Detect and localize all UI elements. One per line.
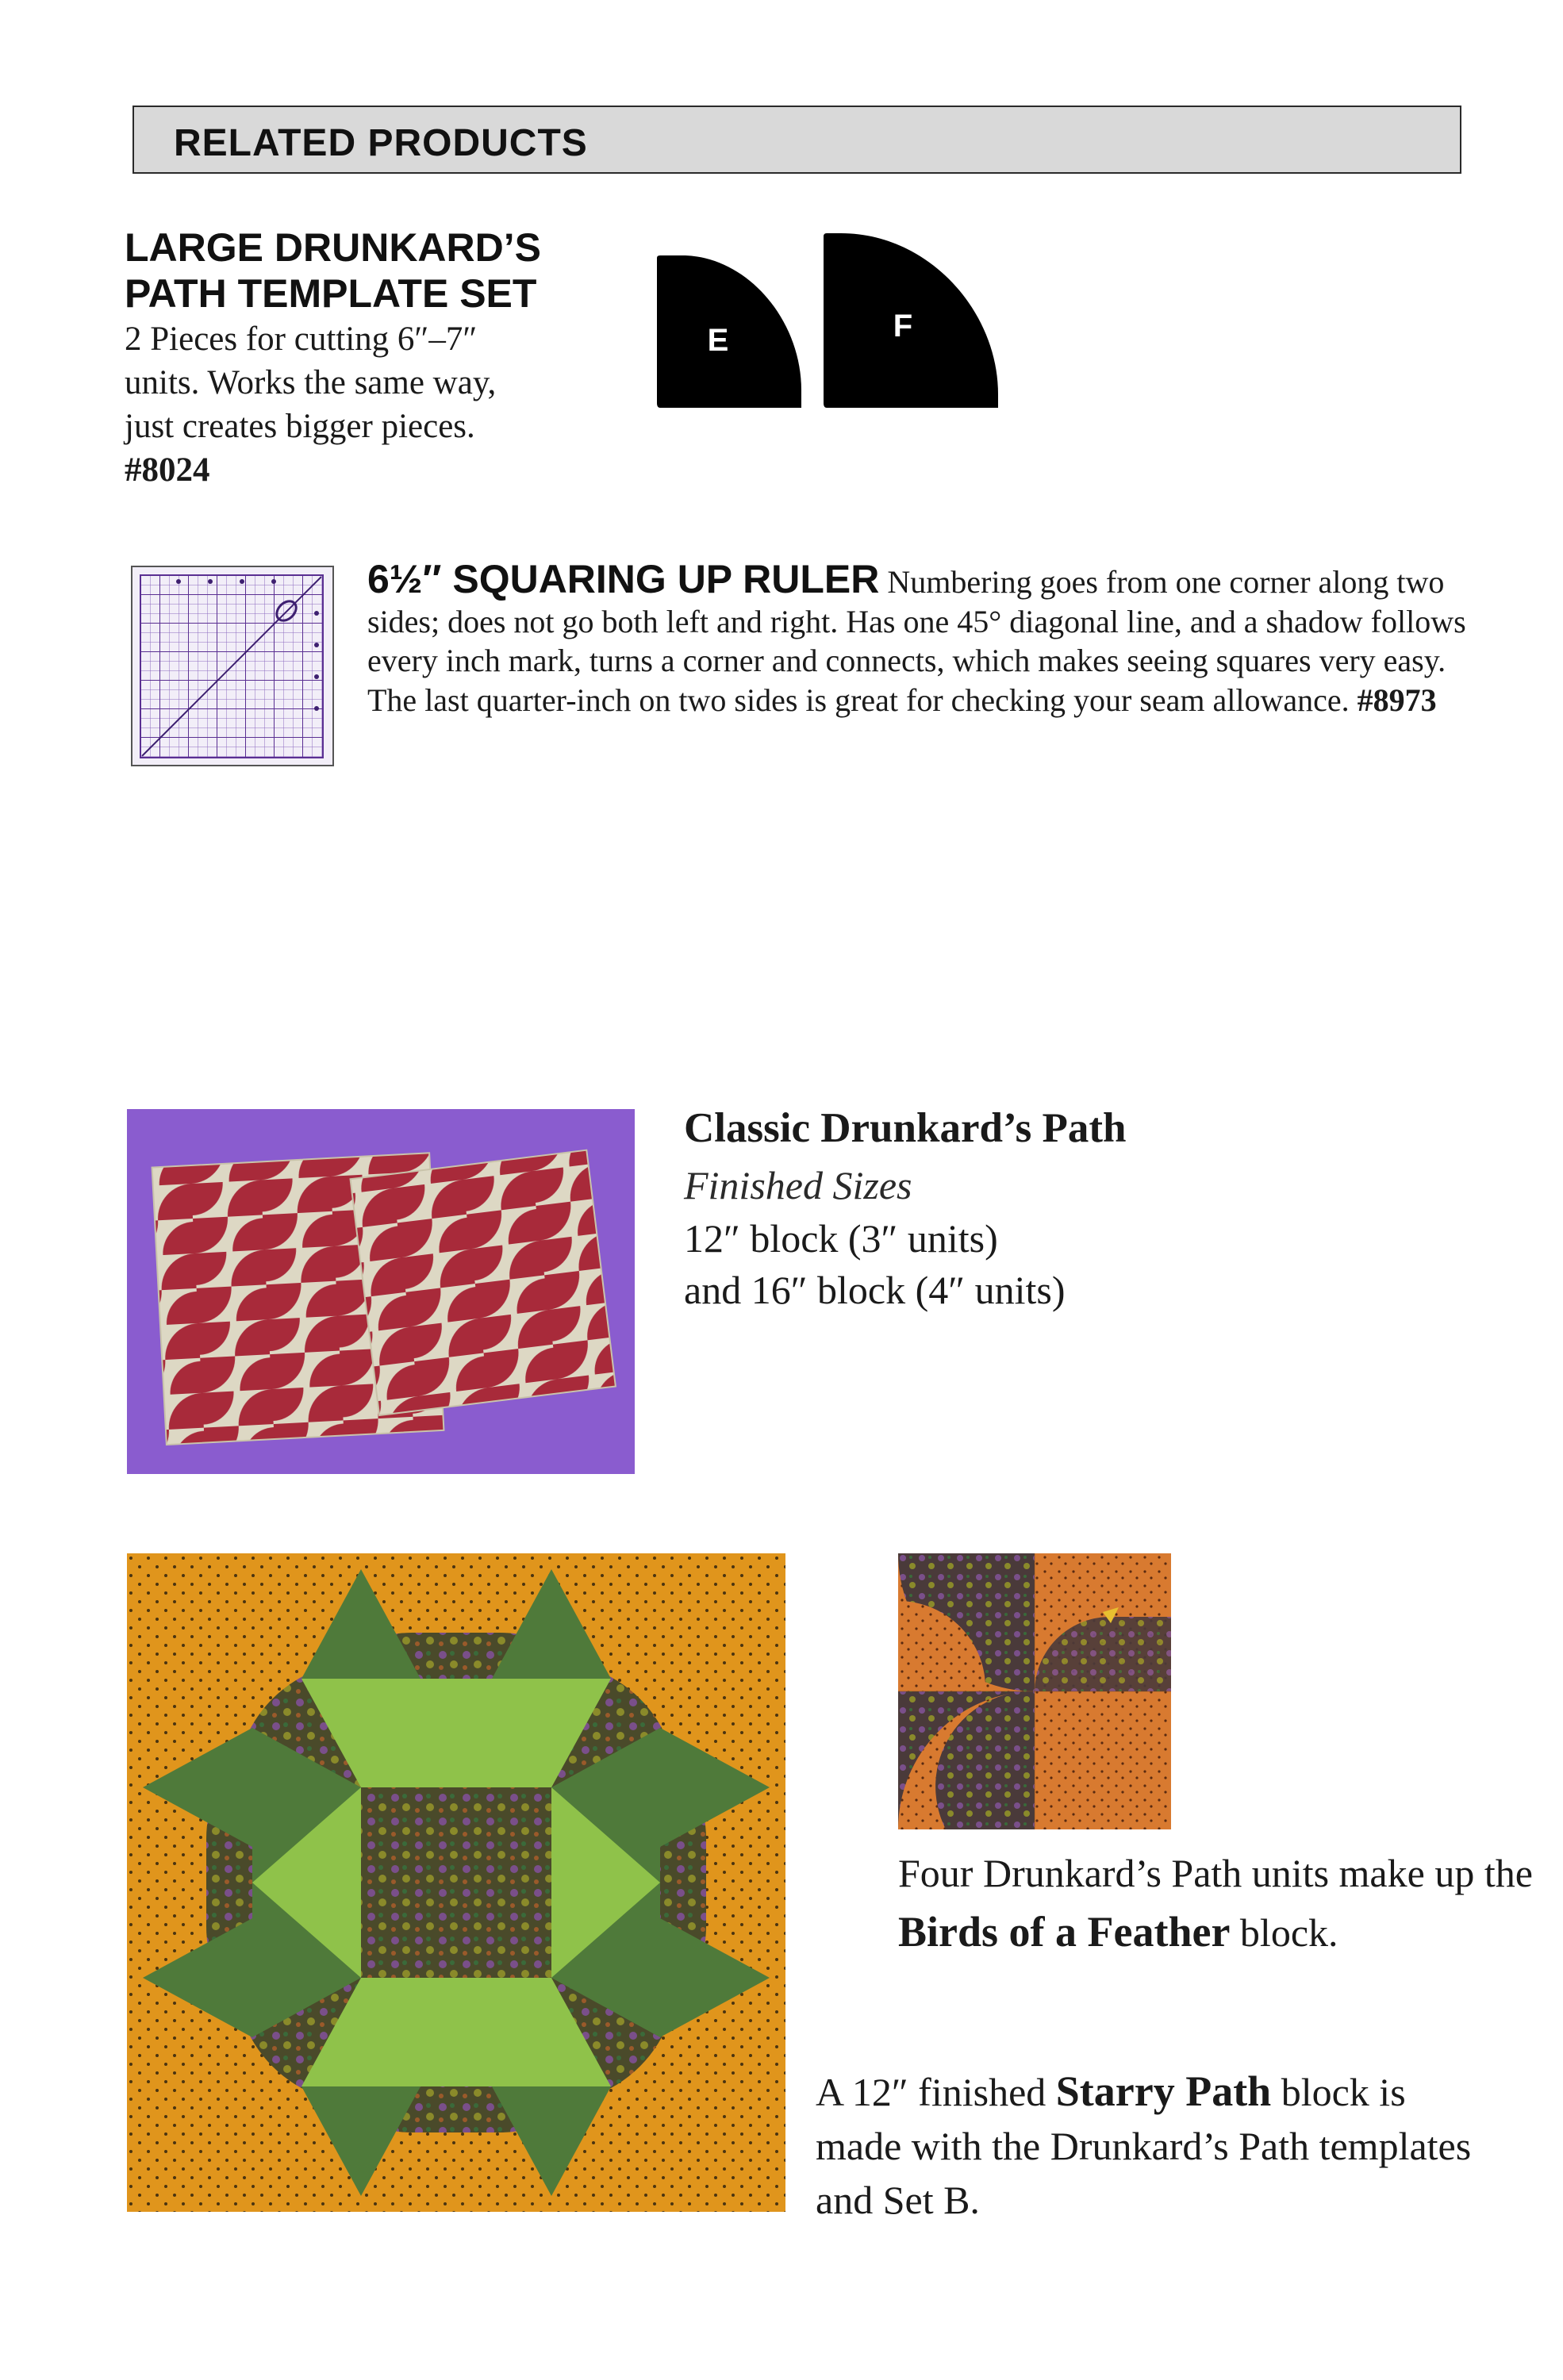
birds-of-a-feather-caption: Four Drunkard’s Path units make up the Birds of a Feather block. bbox=[898, 1851, 1533, 1956]
product-sku: #8973 bbox=[1357, 681, 1437, 718]
birds-of-a-feather-photo bbox=[898, 1553, 1171, 1829]
template-f-shape bbox=[824, 233, 998, 408]
template-e-label: E bbox=[707, 323, 729, 358]
product-sku: #8024 bbox=[125, 451, 210, 489]
classic-drunkards-path-title: Classic Drunkard’s Path bbox=[684, 1105, 1127, 1151]
squaring-ruler-image bbox=[131, 566, 334, 766]
starry-path-name: Starry Path bbox=[1055, 2067, 1272, 2115]
product-description-squaring-ruler: 6½″ SQUARING UP RULER Numbering goes from one corner along two sides; does not go both left and right. Has one 45° diagonal line, and a shadow follows every inch mark, turns a corner and connects, which makes seeing squares very easy. The last quarter-inch on two sides is great for checking your seam allowance. #8973 bbox=[367, 557, 1466, 718]
size-line-12: 12″ block (3″ units) bbox=[684, 1216, 998, 1261]
classic-drunkards-path-photo bbox=[127, 1109, 635, 1474]
size-line-16: and 16″ block (4″ units) bbox=[684, 1268, 1066, 1312]
section-title: RELATED PRODUCTS bbox=[174, 122, 588, 164]
product-description-large-drunkards-path: 2 Pieces for cutting 6″–7″ units. Works the same way, just creates bigger pieces. #8024 bbox=[125, 317, 601, 492]
starry-path-caption: A 12″ finished Starry Path block is made with the Drunkard’s Path templates and Set B. bbox=[816, 2067, 1472, 2222]
template-f-label: F bbox=[893, 309, 913, 344]
template-e-shape bbox=[657, 255, 801, 408]
related-products-header bbox=[132, 106, 1461, 174]
template-set-image bbox=[651, 232, 1008, 416]
product-title-large-drunkards-path: LARGE DRUNKARD’S PATH TEMPLATE SET bbox=[125, 225, 541, 316]
starry-path-block-photo bbox=[127, 1553, 785, 2212]
product-title-squaring-ruler: 6½″ SQUARING UP RULER bbox=[367, 557, 880, 601]
finished-sizes-subtitle: Finished Sizes bbox=[684, 1163, 912, 1207]
birds-of-a-feather-name: Birds of a Feather bbox=[898, 1908, 1231, 1956]
